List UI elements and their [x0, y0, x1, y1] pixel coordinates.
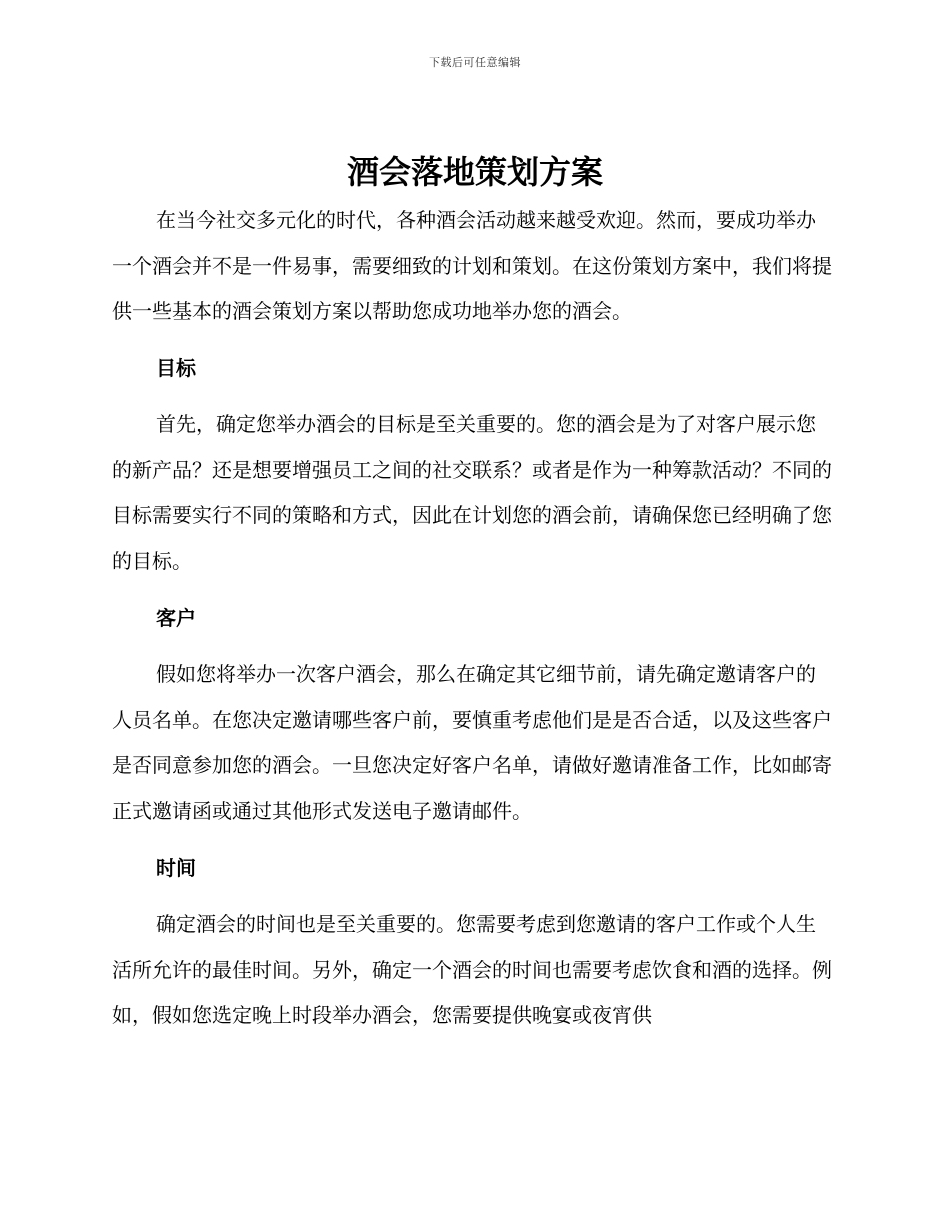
header-note: 下载后可任意编辑	[429, 56, 521, 69]
section-body-time: 确定酒会的时间也是至关重要的。您需要考虑到您邀请的客户工作或个人生活所允许的最佳时间。另外，确定一个酒会的时间也需要考虑饮食和酒的选择。例如，假如您选定晚上时段举办酒会，您需要提供晚宴或夜宵供	[112, 912, 832, 1027]
section-body-clients: 假如您将举办一次客户酒会，那么在确定其它细节前，请先确定邀请客户的人员名单。在您决定邀请哪些客户前，要慎重考虑他们是是否合适，以及这些客户是否同意参加您的酒会。一旦您决定好客户名单，请做好邀请准备工作，比如邮寄正式邀请函或通过其他形式发送电子邀请邮件。	[112, 662, 832, 823]
section-body-goal: 首先，确定您举办酒会的目标是至关重要的。您的酒会是为了对客户展示您的新产品？还是想要增强员工之间的社交联系？或者是作为一种筹款活动？不同的目标需要实行不同的策略和方式，因此在计划您的酒会前，请确保您已经明确了您的目标。	[112, 412, 832, 573]
section-heading-goal: 目标	[156, 356, 196, 380]
document-title: 酒会落地策划方案	[346, 153, 603, 191]
section-heading-clients: 客户	[156, 606, 196, 630]
intro-paragraph: 在当今社交多元化的时代，各种酒会活动越来越受欢迎。然而，要成功举办一个酒会并不是一件易事，需要细致的计划和策划。在这份策划方案中，我们将提供一些基本的酒会策划方案以帮助您成功地举办您的酒会。	[112, 208, 832, 323]
section-heading-time: 时间	[156, 856, 196, 880]
